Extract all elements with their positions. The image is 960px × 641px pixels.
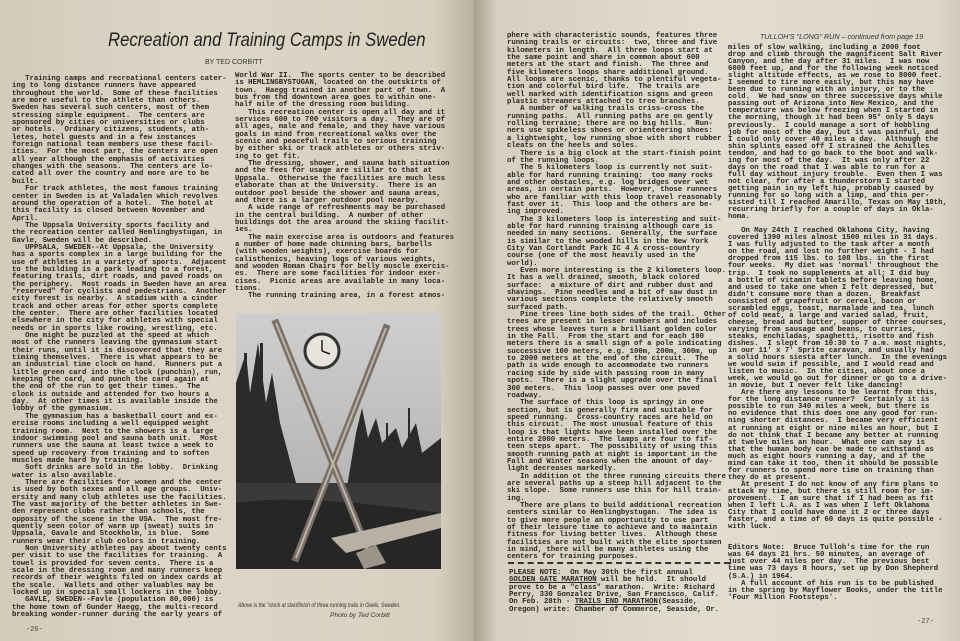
text-line: spots. There is a slight upgrade over the final [507,377,718,386]
text-line: It has a well drained, smooth, black colored [507,274,700,283]
text-line: centers similar to Hemlingbystugan. The idea is [507,509,718,518]
photo-caption: Above is the "clock at start/finish of three running trails in Gavle, Sweden. [238,602,401,609]
text-line: opposity of the scene in the USA. The most fre- [12,515,223,524]
clock-photo [236,313,441,569]
text-line: (with wooden weights), exercise boards for [235,248,419,257]
text-line: ersity and many club athletes use the facilities. [12,493,227,502]
text-line: Pine trees line both sides of the trail. Other [507,311,726,320]
text-line: training room. Next to the showers is a large [12,427,214,436]
text-line: loop is that lights have been installed over the [507,428,718,437]
text-line: Gavle, Sweden will be described. [12,236,153,245]
text-line: are more useful to the athlete than others. [12,97,201,106]
text-line: use of athletes in a variety of sports. Adjacent [12,258,227,267]
text-line: City that I could have done it 2 or three days [728,509,930,518]
text-line: world). [507,259,538,268]
text-line: various sections complete the relatively smooth [507,296,713,305]
text-line: The 5 kilometers loop is currently not suit- [507,164,713,173]
text-line: they do at present. [728,473,812,482]
text-line: homa. [728,213,750,222]
text-line: able for hard running training: too many rocks [507,171,713,180]
text-line: running paths. All running paths are on gently [507,112,713,121]
text-line: attack my time, but there is still room for im- [728,487,934,496]
text-line: ski slope. Some runners use this for hill train- [507,487,722,496]
page-number-left: -26- [26,626,43,634]
text-line: the end of the run to get their times. The [12,383,201,392]
text-line: kilometers in length. All three loops start at [507,46,713,55]
text-line: Even more interesting is the 2 kilometers loop. [507,267,726,275]
text-line: ning shorter distances. I became very efficient [728,417,939,426]
text-line: Uppsala, Gavale and Stockholm, is blue. Some [12,530,210,539]
text-line: to give more people an opportunity to use part [507,516,709,525]
text-line: facilities are not built with the elite sportsmen [507,538,722,547]
text-line: for runners to spend more time on training than [728,466,934,475]
text-line: and other obstacles, e.g. log bridges over wet [507,178,709,187]
text-line: the recreation center called Hemlingbystugan, in [12,229,223,238]
text-line: at twelve miles an hour. What one can say is [728,438,926,447]
text-line: World War II. The sports center to be described [235,72,446,80]
text-line: the morning, though it had been 95° only 5 days [728,114,934,123]
text-line: ing for most of the day. It was only after 22 [728,156,930,165]
text-line: scale in the dressing room and many runners keep [12,567,223,576]
text-line: a solid hours siesta after lunch. In the evenings [728,354,947,363]
text-line: goals in mind from recreational walks over the [235,130,437,139]
text-line: trees are present in lesser numbers and includes [507,318,718,327]
text-line: a bottle of vitamin tablets before leaving home, [728,276,939,285]
text-line: I could only cover 40 miles a day. Although the [728,135,939,144]
text-line: cheese, bread and butter, supper of three courses, [728,318,947,327]
event-name: GOLDEN GATE MARATHON [509,576,597,585]
text-line: time was 73 days 8 hours, set up by Don Shepherd [728,565,939,574]
text-line: half mile of the dressing room building. [235,101,411,110]
text-line: trees whose leaves turn a brilliant golden color [507,325,718,334]
text-line: needed in many sections. Generally, the surface [507,230,718,239]
continued-header: TULLOH'S "LONG" RUN – continued from page 19 [760,32,924,41]
text-line: fitness for living better lives. Although these [507,531,718,540]
text-line: Canyon, and the day after 31 miles. I was now [728,58,930,67]
text-line: runners wear their club colors in training. [12,537,201,546]
text-line: getting pain in my left hip, probably caused by [728,184,934,193]
text-line: ercise rooms including a well equipped weight [12,420,210,429]
text-line: featuring trails, dirt roads, and paved roads on [12,273,223,282]
text-line: letes, hotel guests and in a few instances [12,133,196,142]
text-line: A wide range of refreshments may be purchased [235,204,446,213]
text-line: racing side by side with passing room in many [507,369,705,378]
text-line: do not think that I became any better at running [728,431,939,440]
text-line: center in Sweden is at Valadalen which revolves [12,192,218,201]
text-segment: On Feb. 28th - [509,598,575,607]
text-line: There are plans to build additional recreation [507,502,722,510]
text-line: provement. I am sure that if I had been as fit [728,495,934,503]
text-line: quently seen color of warm up (sweat) suits in [12,522,214,531]
text-line: around the operation of a hotel. The hotel at [12,199,214,208]
text-line: varying from sausage and beans, to curries, [728,325,917,334]
text-line: previously. I could manage a sort of hobbling [728,121,930,130]
left-column-2 [235,73,454,301]
text-line: indoor swimming pool and sauna bath unit. Most [12,434,218,443]
text-line: course (one of the most heavily used in the [507,252,696,261]
text-line: well marked with identification signs and green [507,90,713,99]
text-line: "reserved" for cyclists and pedestrians. Another [12,287,227,296]
text-line: in the Fall. From the start and for each 100 [507,333,705,342]
text-line: The Uppsala University sports facility and [12,221,210,230]
text-line: clock is outside and attended for two hours a [12,390,210,399]
text-line: timing themselves. There is what appears to be [12,354,218,363]
text-line [728,531,947,538]
text-line: throughout the world. Some of these facilities [12,89,218,98]
text-line: services 600 to 700 visitors a day. They are of [235,116,446,125]
text-line: on the road, and lost no further weight - I had [728,248,934,257]
text-line: much as eight hours running a day, and if the [728,452,926,461]
text-line: recurring briefly for a couple of days in Okla- [728,206,934,215]
text-line: (S.A.) in 1964. [728,572,794,581]
text-line: One might be puzzled at the speed at which [12,332,210,341]
text-line: little green card into the clock (punchin), run, [12,368,223,377]
text-line: smooth running path at night is important in the [507,450,718,459]
text-line: locked up in special small lockers in the lobby. [12,589,223,598]
text-line: The surface of this loop is springy in one [507,399,705,408]
text-line: four weeks. My diet was 'normal' throughout the [728,262,939,271]
text-line: an industrial time clock on hand. Runners put a [12,361,223,370]
text-line: foreign national team members use these facil- [12,141,214,150]
text-line: breaking wonder-runner during the early years of [12,611,223,620]
text-line: tion and colorful bird life. The trails are [507,83,700,92]
text-line: at running at eight or nine miles an hour, but I [728,424,939,433]
text-line: ing to get fit. [235,152,301,161]
text-line: entire 2000 meters. The lamps are four to fif- [507,435,713,444]
text-line: Editors Note: Bruce Tulloh's time for the run [728,544,930,553]
text-line: The main exercise area is outdoors and features [235,233,454,242]
text-line: meters at the start and finish. The three and [507,61,709,70]
text-line: tions. [235,284,262,293]
text-segment: Oregon) write: Chamber of Commerce, Seaside, Or. [509,605,720,614]
text-line: passing out of Arizona into New Mexico, and the [728,100,934,109]
text-line: listen to music. In the cities, about once a [728,368,926,377]
text-line: keeping the card, and punch the card again at [12,376,210,385]
text-line: sponsored by cities or universities or clubs [12,119,205,128]
text-line: full day without injury trouble. Even then I was [728,170,943,179]
text-line: roadway. [507,391,543,400]
text-segment: prove to be a "class" marathon. Write: Richard [509,583,715,592]
text-line: days on the road that I was able to run for a [728,163,926,172]
text-line: steaks, enchiladas, spaghetti, risotto and fish [728,332,934,341]
article-title: Recreation and Training Camps in Sweden [108,30,426,51]
text-line: light decreases markedly. [507,465,617,474]
text-line: surfaced path. [507,303,569,312]
text-segment: PLEASE NOTE: On May 30th the first annual [509,569,693,577]
text-line: who are familiar with this loop travel reasonably [507,193,722,202]
text-line: On May 24th I reached Oklahoma City, having [728,227,930,236]
text-line: muscles made hard by training. [12,456,144,465]
text-line: the periphery. Most roads in Sweden have an area [12,280,227,289]
text-line: Fall and Winter seasons when the amount of day- [507,457,713,466]
text-line: towel is provided for seven cents. There is a [12,559,214,568]
text-line: five kilometers loops share additional ground. [507,68,709,77]
text-line: no evidence that this does one any good for run- [728,410,939,419]
text-line: faster, and a time of 60 days is quite possible - [728,516,943,525]
text-line: needs or in sports like rowing, wrestling, etc. [12,324,218,333]
text-line: slight altitude effects, as we rose to 8000 feet. [728,72,943,81]
text-line: covered 1390 miles almost 1500 miles in 31 days. [728,234,939,243]
text-line: been due to running with an injury, or to the [728,86,926,95]
text-line: The vast majority of the better athletes in Swe- [12,500,223,509]
text-line: Training camps and recreational centers cater- [12,75,227,83]
text-line: running trails or circuits: two, three and five [507,39,718,48]
text-line: temperature was below freezing when I started in [728,107,939,116]
text-line: The 3 kilometers loop is interesting and suit- [507,215,722,224]
text-line: that the human body can be made to withstand as [728,445,934,454]
text-line: ing improved. [507,208,564,217]
clock-photo-image [236,313,441,569]
text-line: shin splints eased off I strained the Achilles [728,142,930,151]
text-line: Uppsala. Otherwise the facilities are much less [235,174,446,183]
text-line: lobby of the gymnasium. [12,405,113,414]
text-line: es. There are some facilities for indoor exer- [235,270,441,279]
text-line: in mind, there will be many athletes using the [507,546,709,555]
text-line: cold. We had snow on three successive days while [728,93,943,102]
text-line: Non University athletes pay about twenty cents [12,545,227,553]
text-line: phere with characteristic sounds, features three [507,32,718,40]
text-line: records of their weights filed on index cards at [12,574,223,583]
text-line: At present I do not know of any firm plans to [728,480,939,489]
text-line: teen steps apart. The possibility of using this [507,443,718,452]
text-line: elsewhere in the city for athletes with special [12,317,218,326]
text-line: in the spring by Mayflower Books, under the title [728,586,943,595]
text-line: for the long distance runner? Certainly it is [728,396,930,405]
text-line: buildings dot the area around the skiing facilit- [235,218,450,227]
text-line: cleats on the heels and soles. [507,142,639,151]
text-segment: will be held. It should [596,576,707,585]
text-line: in movie, but I never felt like dancing! [728,382,904,391]
text-line: April. [12,214,39,223]
text-line: successive 100 meters, e.g. 100m, 200m, 300m, up [507,347,718,356]
text-line: didn't consume more than a dozen. Breakfast [728,290,921,299]
text-line: has a sports complex in a large building for the [12,251,223,260]
text-line: 'Four Million Footsteps'. [728,593,838,602]
text-line: tendon, and had to go back to the boot and walk- [728,149,939,158]
text-line: ners use spikeless shoes or orienteering shoes: [507,127,713,136]
text-line: cises. Picnic areas are available in many loca- [235,277,446,286]
text-line: just over 44 miles per day. The previous best [728,558,930,567]
text-line: day. At other times it is available inside the [12,398,218,407]
text-line: ies. [235,226,253,235]
text-line: calisthenics, heaving logs of various weights, [235,255,437,264]
text-line: built. [12,177,39,186]
text-line: A full account of his run is to be published [728,579,934,588]
text-line: plastic streamers attached to tree branches. [507,98,700,107]
text-line: fast over it. This loop and the others are be- [507,200,713,209]
text-line: runners use the sauna at least twice a week to [12,442,214,451]
text-line: 6000 feet up, and for the following week noticed [728,65,939,74]
text-line: For track athletes, the most famous training [12,185,218,194]
text-line: The running training area, in a forest atmos- [235,292,446,301]
text-line: to the building is a park leading to a forest, [12,265,214,274]
text-line: The dressing, shower, and sauna bath situation [235,160,450,169]
text-line: per visit to use the facilities for training. A [12,552,223,561]
text-line: in our 11' x 7' Sprite caravan, and usually had [728,347,934,356]
text-line: in the central building. A number of other [235,211,424,220]
text-line: is similar to the wooded hills in the New York [507,237,709,246]
text-segment: (Seaside, [657,598,698,607]
text-line: and used to take one when I felt depressed, but [728,283,934,292]
text-line: Sweden has several such centers, most of them [12,104,210,113]
text-line: speed up recovery from training and to soften [12,449,210,458]
text-line: section, but is generally firm and suitable for [507,406,713,415]
text-line: UPPSALA, SWEDEN--At Uppsala, the University [12,243,214,252]
text-line: den represent clubs rather than schools, the [12,508,205,517]
text-segment: Perry, 330 Gonzalez Drive, San Francisco, Calif. [509,591,720,600]
text-line: this circuit. The most unusual feature of this [507,421,713,430]
text-line: ing. [507,494,525,503]
text-line: trip. I took no supplements at all; I did buy [728,269,930,278]
text-line: a number of home made chinning bars, barbells [235,240,433,249]
byline: BY TED CORBITT [205,59,263,66]
text-line: of the running loops. [507,156,599,165]
text-line: cated all over the country and more are to be [12,170,210,179]
text-line: miles of slow walking, including a 2000 foot [728,44,921,52]
text-line: sisted till I reached Amarillo, Texas on May 18th, [728,199,947,208]
please-note-box [509,570,719,614]
text-line: centers for training purposes. [507,553,639,562]
text-line: was 64 days 21 hrs. 50 minutes, an average of [728,551,926,560]
page-number-right: -27- [917,618,934,626]
text-line: a lightweight, low running shoe with short rubber [507,134,722,143]
text-line: all ages, male and female, and they have various [235,123,446,132]
text-line: Are there any lessons to be learnt from this, [728,389,939,398]
text-line: This recreation center is open all day and it [235,108,446,117]
text-line: or hotels. Ordinary citizens, students, ath- [12,126,210,135]
text-line: by either ski or track athletes or others striv- [235,145,446,154]
text-line: elaborate than at the University. There is an [235,182,437,191]
text-line: scrambled eggs, toast, marmalade and tea, lunch [728,304,934,313]
text-line: of their leisure time to achieve and to maintain [507,524,718,533]
text-line: 300 meters. This loop passes over one paved [507,384,700,393]
text-line: track and other areas for other sports complete [12,302,218,311]
text-line: are several paths up a steep hill adjacent to the [507,479,722,488]
text-line: all year although the emphasis of activities [12,155,205,164]
text-line: bus from thd downtown area goes to within one- [235,94,437,103]
text-line: ing to long distance runners have appeared [12,82,196,91]
text-line: speed running. Cross-country races are held on [507,413,713,422]
text-line: to 2000 meters at the end of the circuit. The [507,355,709,364]
text-line: the home town of Gunder Haegg, the multi-record [12,603,218,612]
text-line: areas, in certain parts. However, those runners [507,186,718,195]
right-column-2 [728,45,947,602]
text-line: stressing simple equipment. The centers are [12,111,205,120]
text-line: with luck. [728,523,772,532]
text-line: mind can take it too, then it should be possible [728,459,939,468]
left-column-1 [12,76,227,619]
text-line: In addition ot the three running circuits there [507,472,726,481]
text-line: meters there is a small sign of a pole indicating [507,340,722,349]
text-line: is used by both sexes and all age groups. Univ- [12,486,223,495]
text-line: town. Haegg trained in another part of town. A [235,86,446,95]
text-line: outdoor pool beside the shower and sauna areas, [235,189,441,198]
right-column-1 [507,33,726,562]
text-line: the center. There are other facilities located [12,310,218,318]
text-line: consisted of grapefruit or cereal, bacon or [728,297,917,306]
text-line: rolling terraine; there are no big hills. Run- [507,120,713,129]
text-line: and wooden Roman Chairs for belly muscle exercis- [235,262,450,271]
text-line: the scale. Wallets and other valuables may be [12,581,214,590]
text-line: changes with the seasons. The centers are lo- [12,163,214,172]
text-line: There are facilities for women and the center [12,478,223,487]
text-line: their runs, until it is discovered that they are [12,346,223,355]
text-line: There is a big clock at the start-finish point [507,149,722,158]
text-line: the same point and share in common about 600 [507,54,700,63]
text-line: The gymnasium has a basketball court and ex- [12,412,218,421]
text-line: City Van Cortlandt Park IC 4 A cross-country [507,244,700,253]
text-line: water is also available. [12,471,118,480]
text-line: running for so long with a limp, and this per- [728,191,930,200]
text-line: ities. For the most part, the centers are open [12,148,218,157]
text-line: job for most of the day, but it was painful, and [728,128,939,137]
text-line: scenic and peaceful trails to serious training [235,138,437,147]
text-line: surface: a mixture of dirt and rubber dust and [507,281,713,290]
text-line: not clear, for after a thunderstorm I started [728,177,926,186]
text-line: city forest is nearby. A stadium with a cinder [12,295,218,304]
text-line: most of the runners leaving the gymnasium start [12,339,218,348]
text-line: week, we would go out for dinner or go to a drive- [728,375,947,384]
text-line: Soft drinks are sold in the lobby. Drinking [12,464,218,473]
text-line: of cold meat, a large and varied salad, fruit, [728,311,930,320]
text-line: I was fully adjusted to the task after a month [728,241,930,250]
text-line: we would swim if possible, and I would read and [728,361,934,370]
text-line: this facility is closed between November and [12,207,205,216]
text-line: drop and climb through the magnificent Salt River [728,51,943,60]
text-line: A number of walking trails criss-cross the [507,105,705,114]
photo-credit: Photo by Ted Corbitt [330,612,390,619]
text-line: and there is a larger outdoor pool nearby. [235,196,419,205]
text-line: when I left L.A. as I was when I left Oklahoma [728,502,930,511]
text-line: GAVLE, SWEDEN--Favle (population 80,000) is [12,596,214,605]
text-line: All loops are scenic, thanks to plentiful vegeta- [507,76,722,85]
text-line: path is wide enough to accommodate two runners [507,362,709,371]
text-line: is HEMLINGBYSTUGAN, located on the outskirts of [235,79,441,88]
event-name: TRAILS END MARATHON [574,598,658,607]
text-line: possible to run 340 miles a week, but there is [728,403,930,412]
text-line [509,607,719,614]
text-line: shavings. Pine needles and a bit of saw dust in [507,289,718,298]
text-line: dishes. I slept from 10:30 to 7 a.m. most nights, [728,339,947,348]
text-line: dropped from 115 lbs. to 108 lbs. in the first [728,255,930,264]
divider-dashed [508,562,730,564]
text-line: I seemed to tire more easily, but this may have [728,79,934,88]
text-line: able for hard running training although care is [507,222,713,231]
text-line: and the fees for usage are sililar to that at [235,167,433,176]
